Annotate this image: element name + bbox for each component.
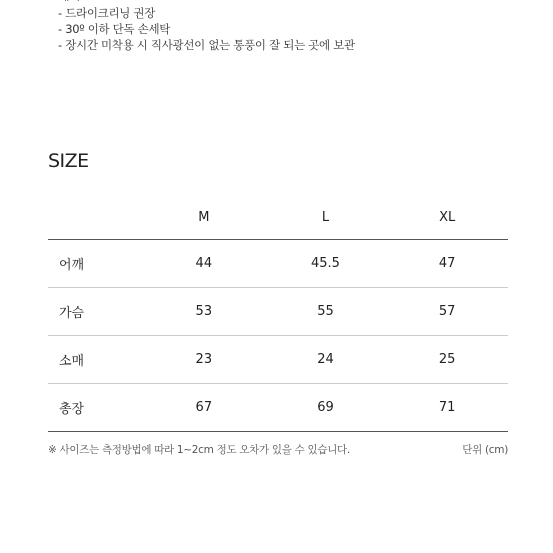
care-item: - 30º 이하 단독 손세탁: [58, 22, 171, 36]
row-label: 어깨: [48, 240, 143, 288]
unit-label: 단위 (cm): [462, 444, 508, 456]
row-label: 총장: [48, 384, 143, 432]
table-row: [48, 384, 508, 432]
measurement-note: ※ 사이즈는 측정방법에 따라 1~2cm 정도 오차가 있을 수 있습니다.: [48, 444, 350, 456]
table-row: [48, 240, 508, 288]
care-item: - 드라이크리닝 권장: [58, 6, 156, 20]
care-item: - 장시간 미착용 시 직사광선이 없는 통풍이 잘 되는 곳에 보관: [58, 38, 355, 52]
size-section-title: SIZE: [48, 150, 89, 172]
table-cell: 45.5: [265, 240, 387, 288]
care-instructions-list: [58, 5, 355, 53]
table-cell: 25: [386, 336, 508, 384]
header-cell-l: L: [265, 195, 387, 240]
size-table-header-row: [48, 195, 508, 240]
header-cell-m: M: [143, 195, 265, 240]
care-heading-cropped: [58, 0, 88, 1]
table-row: [48, 336, 508, 384]
table-cell: 24: [265, 336, 387, 384]
table-cell: 55: [265, 288, 387, 336]
row-label: 소매: [48, 336, 143, 384]
table-cell: 67: [143, 384, 265, 432]
size-table: [48, 195, 508, 432]
table-cell: 53: [143, 288, 265, 336]
row-label: 가슴: [48, 288, 143, 336]
header-cell-xl: XL: [386, 195, 508, 240]
table-row: [48, 288, 508, 336]
header-cell-empty: [48, 195, 143, 240]
care-heading: [58, 0, 88, 1]
table-cell: 71: [386, 384, 508, 432]
table-cell: 44: [143, 240, 265, 288]
table-cell: 57: [386, 288, 508, 336]
table-cell: 69: [265, 384, 387, 432]
table-cell: 47: [386, 240, 508, 288]
table-cell: 23: [143, 336, 265, 384]
